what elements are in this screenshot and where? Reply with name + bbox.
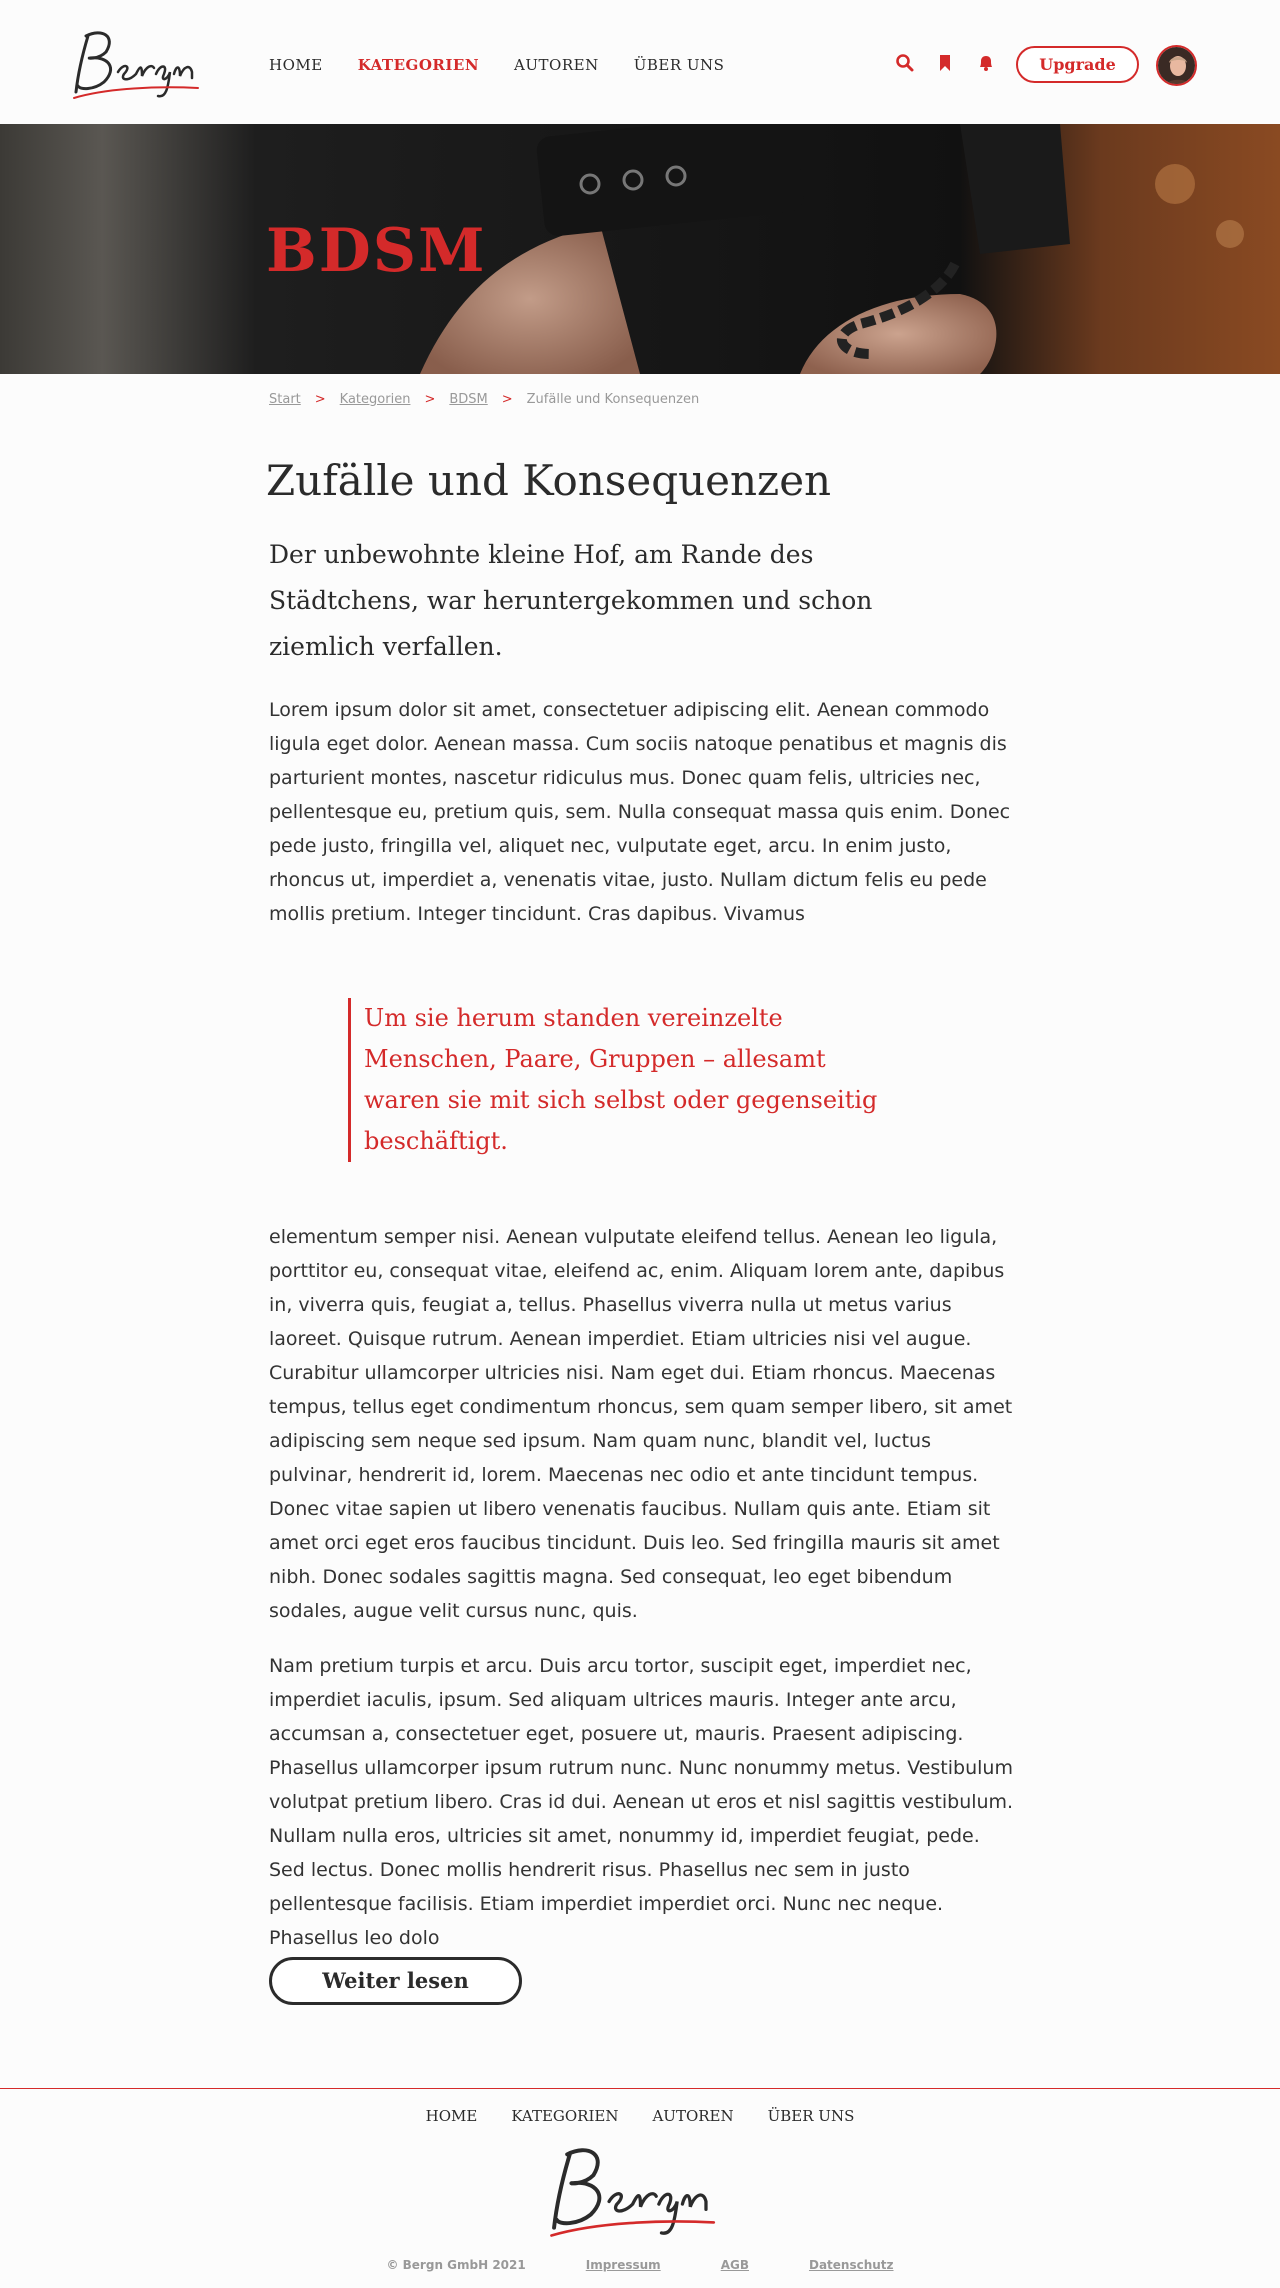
read-more-button[interactable]: Weiter lesen (269, 1957, 522, 2005)
copyright: © Bergn GmbH 2021 (386, 2258, 526, 2272)
breadcrumb-separator: > (314, 392, 326, 407)
legal-bar (0, 2258, 1280, 2272)
nav-item-autoren[interactable]: AUTOREN (514, 56, 599, 74)
main-nav (269, 56, 759, 74)
breadcrumb (269, 392, 699, 407)
breadcrumb-item-kategorien[interactable]: Kategorien (339, 392, 411, 407)
nav-item-home[interactable]: HOME (269, 56, 323, 74)
breadcrumb-item-start[interactable]: Start (269, 392, 301, 407)
nav-item-kategorien[interactable]: KATEGORIEN (357, 56, 480, 74)
footer-link-datenschutz[interactable]: Datenschutz (808, 2258, 894, 2272)
article-title: Zufälle und Konsequenzen (266, 456, 832, 505)
breadcrumb-separator: > (501, 392, 513, 407)
nav-item-ueber-uns[interactable]: ÜBER UNS (633, 56, 725, 74)
article-paragraph: elementum semper nisi. Aenean vulputate eleifend tellus. Aenean leo ligula, porttitor eu, consequat vitae, eleifend ac, enim. Aliquam lorem ante, dapibus in, viverra quis, feugiat a, tellus. Phasellus viverra nulla ut metus varius laoreet. Quisque rutrum. Aenean imperdiet. Etiam ultricies nisi vel augue. Curabitur ullamcorper ultricies nisi. Nam eget dui. Etiam rhoncus. Maecenas tempus, tellus eget condimentum rhoncus, sem quam semper libero, sit amet adipiscing sem neque sed ipsum. Nam quam nunc, blandit vel, luctus pulvinar, hendrerit id, lorem. Maecenas nec odio et ante tincidunt tempus. Donec vitae sapien ut libero venenatis faucibus. Nullam quis ante. Etiam sit amet orci eget eros faucibus tincidunt. Duis leo. Sed fringilla mauris sit amet nibh. Donec sodales sagittis magna. Sed consequat, leo eget bibendum sodales, augue velit cursus nunc, quis. (269, 1226, 1013, 1622)
footer-nav-item-home[interactable]: HOME (425, 2107, 478, 2125)
breadcrumb-current: Zufälle und Konsequenzen (526, 392, 700, 407)
bell-icon[interactable] (975, 52, 997, 74)
pull-quote: Um sie herum standen vereinzelte Menschen, Paare, Gruppen – allesamt waren sie mit sich selbst oder gegenseitig beschäftigt. (348, 998, 908, 1162)
footer-divider (0, 2088, 1280, 2089)
logo[interactable] (68, 22, 216, 106)
footer-link-agb[interactable]: AGB (720, 2258, 749, 2272)
footer-nav-item-kategorien[interactable]: KATEGORIEN (511, 2107, 619, 2125)
breadcrumb-separator: > (424, 392, 436, 407)
category-title: BDSM (266, 216, 487, 286)
footer-link-impressum[interactable]: Impressum (585, 2258, 661, 2272)
search-icon[interactable] (894, 52, 916, 74)
hero-image (0, 124, 1280, 374)
site-header (0, 0, 1280, 124)
category-hero (0, 124, 1280, 374)
article-paragraph: Lorem ipsum dolor sit amet, consectetuer adipiscing elit. Aenean commodo ligula eget dolor. Aenean massa. Cum sociis natoque penatibus et magnis dis parturient montes, nascetur ridiculus mus. Donec quam felis, ultricies nec, pellentesque eu, pretium quis, sem. Nulla consequat massa quis enim. Donec pede justo, fringilla vel, aliquet nec, vulputate eget, arcu. In enim justo, rhoncus ut, imperdiet a, venenatis vitae, justo. Nullam dictum felis eu pede mollis pretium. Integer tincidunt. Cras dapibus. Vivamus (269, 699, 1011, 925)
footer-nav-item-autoren[interactable]: AUTOREN (652, 2107, 734, 2125)
avatar[interactable] (1156, 45, 1197, 86)
bookmark-icon[interactable] (935, 52, 957, 74)
upgrade-button[interactable]: Upgrade (1016, 46, 1139, 83)
footer-logo[interactable] (543, 2136, 738, 2246)
footer-nav-item-ueber-uns[interactable]: ÜBER UNS (767, 2107, 855, 2125)
breadcrumb-item-bdsm[interactable]: BDSM (449, 392, 488, 407)
article-lead: Der unbewohnte kleine Hof, am Rande des Städtchens, war heruntergekommen und schon ziemlich verfallen. (269, 540, 873, 661)
footer-nav (0, 2107, 1280, 2125)
article-paragraph: Nam pretium turpis et arcu. Duis arcu tortor, suscipit eget, imperdiet nec, imperdiet iaculis, ipsum. Sed aliquam ultrices mauris. Integer ante arcu, accumsan a, consectetuer eget, posuere ut, mauris. Praesent adipiscing. Phasellus ullamcorper ipsum rutrum nunc. Nunc nonummy metus. Vestibulum volutpat pretium libero. Cras id dui. Aenean ut eros et nisl sagittis vestibulum. Nullam nulla eros, ultricies sit amet, nonummy id, imperdiet feugiat, pede. Sed lectus. Donec mollis hendrerit risus. Phasellus nec sem in justo pellentesque facilisis. Etiam imperdiet imperdiet orci. Nunc nec neque. Phasellus leo dolo (269, 1655, 1014, 1949)
